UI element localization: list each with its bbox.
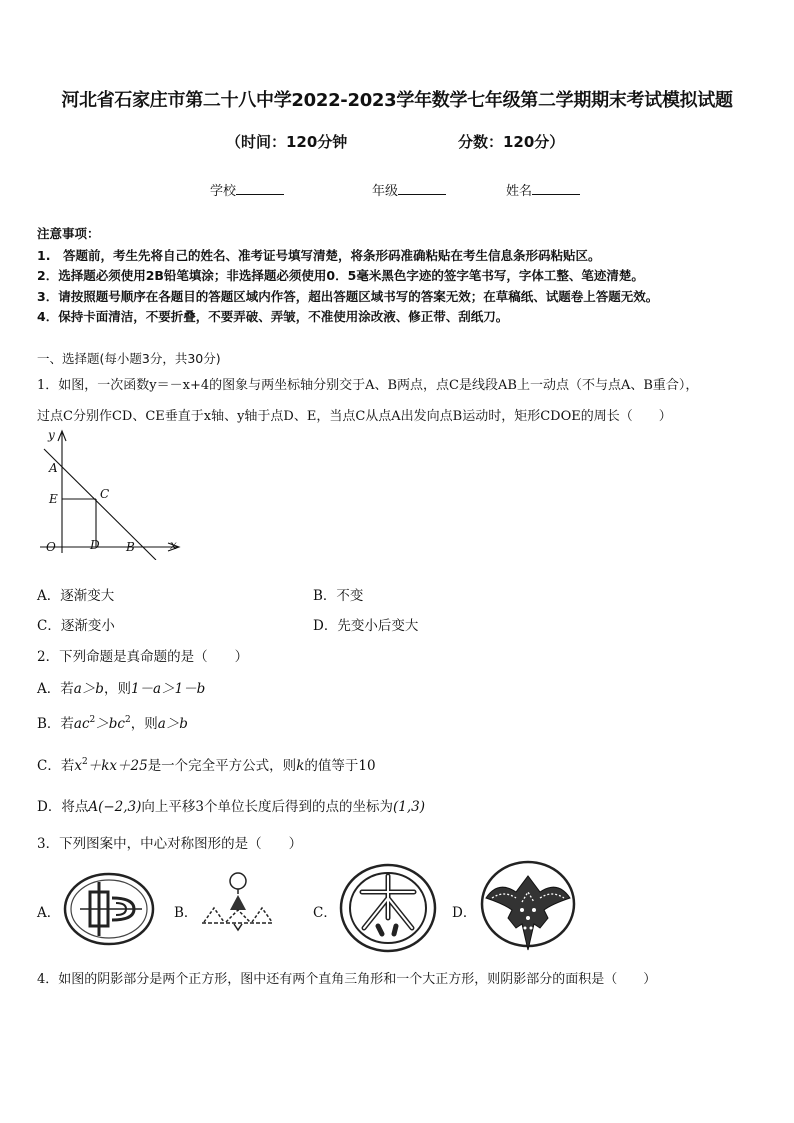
grade-field [372,180,446,199]
q2-b-exp: 2 [89,715,96,725]
q2-b-exp2: 2 [124,715,131,725]
q2-d-mid: 向上平移3个单位长度后得到的点的坐标为 [141,799,393,815]
exam-title: 河北省石家庄市第二十八中学2022-2023学年数学七年级第二学期期末考试模拟试题 [61,90,733,111]
name-field [506,180,580,199]
q2-d-result: (1,3) [393,799,426,815]
notice-item: 4．保持卡面清洁，不要折叠，不要弄破、弄皱，不准使用涂改液、修正带、刮纸刀。 [37,309,509,324]
q2-c-mid: 是一个完全平方公式，则 [147,758,297,774]
school-blank[interactable] [236,182,284,195]
q3-stem: 3．下列图案中，中心对称图形的是（ ） [37,836,303,852]
q2-c-end: 的值等于10 [304,758,376,774]
q1-graph [36,425,186,560]
q3-label-a[interactable]: A． [37,905,61,921]
q3-label-c[interactable]: C． [313,905,337,921]
label-y: y [48,428,55,442]
label-d: D [90,538,100,552]
notice-item: 2．选择题必须使用2B铅笔填涂；非选择题必须使用0．5毫米黑色字迹的签字笔书写，字体工整、笔迹清楚。 [37,268,644,283]
notice-item: 1. 答题前，考生先将自己的姓名、准考证号填写清楚，将条形码准确粘贴在考生信息条形码粘贴区。 [37,248,601,263]
q3-pattern-c-icon[interactable] [338,862,438,954]
exam-score: 分数：120分） [458,133,565,151]
q2-option-d[interactable] [37,795,425,815]
q3-label-b[interactable]: B． [174,905,198,921]
name-label: 姓名 [506,184,533,199]
line-ab [44,449,156,560]
q2-a-prefix: A．若 [37,681,74,697]
school-label: 学校 [210,184,237,199]
exam-time: （时间：120分钟 [226,133,348,151]
q1-option-a[interactable]: A．逐渐变大 [37,588,115,604]
school-field [210,180,284,199]
q2-a-math1: a＞b [73,681,104,697]
q1-line1: 1．如图，一次函数y＝－x+4的图象与两坐标轴分别交于A、B两点，点C是线段AB上一动点（不与点A、B重合）， [37,378,699,393]
q2-c-k: k [296,758,305,774]
label-x: x [170,538,177,552]
q1-option-b[interactable]: B．不变 [313,588,364,604]
q2-option-b[interactable] [37,712,188,732]
q2-a-math2: 1－a＞1－b [130,681,206,697]
q2-b-mid: ，则 [130,716,158,732]
q1-option-c[interactable]: C．逐渐变小 [37,618,115,634]
q3-label-d[interactable]: D． [452,905,477,921]
q2-c-x: x [74,758,82,774]
q2-b-prefix: B．若 [37,716,74,732]
q2-stem: 2．下列命题是真命题的是（ ） [37,649,249,665]
q2-c-exp: 2 [81,757,88,767]
q2-d-prefix: D．将点 [37,799,89,815]
q2-b-bc: ＞bc [95,716,125,732]
notice-item: 3．请按照题号顺序在各题目的答题区域内作答，超出答题区域书写的答案无效；在草稿纸、试题卷上答题无效。 [37,289,659,304]
q2-d-point: A(−2,3) [88,799,142,815]
q2-option-a[interactable] [37,677,205,697]
notice-heading: 注意事项： [37,226,100,241]
label-o: O [46,540,56,554]
q2-a-mid: ，则 [103,681,131,697]
q2-b-ac: ac [73,716,90,732]
q1-option-d[interactable]: D．先变小后变大 [313,618,419,634]
name-blank[interactable] [532,182,580,195]
q2-c-rest: ＋kx＋25 [87,758,148,774]
label-b: B [126,540,135,554]
q2-c-prefix: C．若 [37,758,75,774]
label-e: E [49,492,58,506]
q2-b-math: a＞b [157,716,188,732]
q4-stem: 4．如图的阴影部分是两个正方形，图中还有两个直角三角形和一个大正方形，则阴影部分的面积是（ ） [37,972,657,987]
q2-option-c[interactable] [37,754,376,774]
grade-label: 年级 [372,184,399,199]
q1-line2: 过点C分别作CD、CE垂直于x轴、y轴于点D、E，当点C从点A出发向点B运动时，矩形CDOE的周长（ ） [37,409,672,424]
q3-pattern-d-icon[interactable] [478,858,578,956]
q3-pattern-b-icon[interactable] [198,870,278,932]
label-c: C [100,487,110,501]
label-a: A [49,461,58,475]
grade-blank[interactable] [398,182,446,195]
q3-pattern-a-icon[interactable] [62,870,156,948]
section-heading: 一、选择题(每小题3分，共30分) [37,351,221,366]
